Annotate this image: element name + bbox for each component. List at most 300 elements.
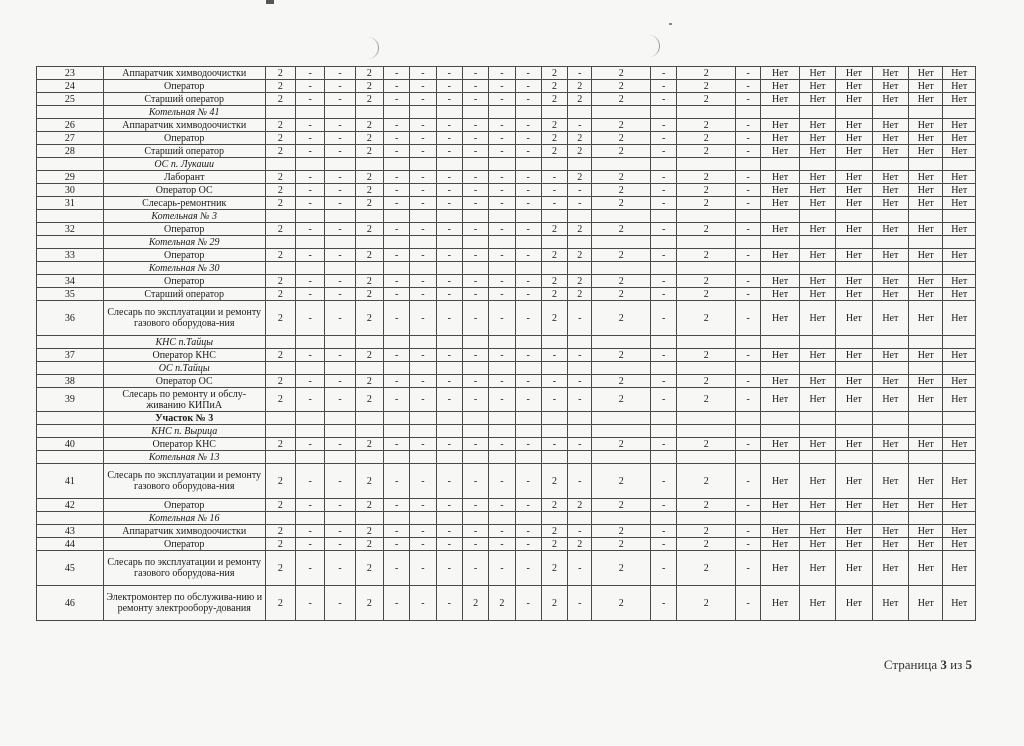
table-cell: Нет: [761, 301, 799, 336]
table-cell: [568, 106, 592, 119]
table-cell: -: [462, 525, 488, 538]
table-cell: -: [462, 249, 488, 262]
table-body: [37, 67, 976, 621]
table-row: [37, 349, 976, 362]
table-row: [37, 275, 976, 288]
row-number: [37, 210, 104, 223]
occupation-name: Оператор: [103, 80, 265, 93]
table-cell: -: [515, 349, 541, 362]
table-cell: -: [436, 132, 462, 145]
table-cell: [515, 236, 541, 249]
table-cell: [836, 412, 872, 425]
table-cell: -: [325, 119, 355, 132]
table-cell: 2: [265, 499, 295, 512]
table-cell: -: [410, 586, 436, 621]
table-cell: -: [568, 586, 592, 621]
table-cell: Нет: [943, 184, 976, 197]
table-cell: Нет: [909, 132, 943, 145]
table-cell: Нет: [836, 223, 872, 236]
table-cell: [515, 512, 541, 525]
table-cell: [836, 512, 872, 525]
table-cell: 2: [541, 288, 567, 301]
table-cell: [909, 210, 943, 223]
table-cell: Нет: [799, 388, 835, 412]
table-cell: Нет: [799, 301, 835, 336]
table-cell: 2: [677, 525, 736, 538]
table-cell: -: [462, 197, 488, 210]
table-cell: -: [515, 551, 541, 586]
page-footer: [884, 657, 972, 673]
table-cell: [836, 106, 872, 119]
table-cell: -: [736, 132, 761, 145]
table-cell: Нет: [836, 301, 872, 336]
table-cell: -: [541, 349, 567, 362]
table-cell: [410, 336, 436, 349]
table-cell: -: [296, 375, 325, 388]
table-cell: -: [462, 67, 488, 80]
row-number: 25: [37, 93, 104, 106]
table-cell: [568, 451, 592, 464]
table-cell: 2: [355, 499, 383, 512]
table-cell: [325, 262, 355, 275]
row-number: 38: [37, 375, 104, 388]
row-number: [37, 512, 104, 525]
table-cell: [410, 412, 436, 425]
table-cell: -: [436, 184, 462, 197]
table-cell: [384, 451, 410, 464]
table-cell: Нет: [761, 67, 799, 80]
table-cell: -: [651, 438, 677, 451]
table-cell: [872, 362, 908, 375]
table-cell: [265, 336, 295, 349]
row-number: 27: [37, 132, 104, 145]
table-cell: Нет: [836, 388, 872, 412]
table-cell: -: [515, 145, 541, 158]
table-cell: -: [489, 388, 515, 412]
table-cell: -: [384, 67, 410, 80]
table-cell: -: [410, 275, 436, 288]
table-cell: -: [436, 301, 462, 336]
table-cell: -: [462, 119, 488, 132]
table-cell: -: [384, 464, 410, 499]
table-cell: [296, 210, 325, 223]
occupation-name: Оператор: [103, 275, 265, 288]
table-cell: -: [384, 223, 410, 236]
table-cell: 2: [355, 223, 383, 236]
table-cell: -: [296, 499, 325, 512]
table-cell: -: [410, 184, 436, 197]
table-cell: Нет: [799, 171, 835, 184]
table-cell: [799, 412, 835, 425]
table-cell: Нет: [943, 438, 976, 451]
table-cell: -: [462, 145, 488, 158]
table-cell: [436, 451, 462, 464]
table-cell: [799, 158, 835, 171]
table-cell: 2: [677, 538, 736, 551]
table-cell: 2: [265, 184, 295, 197]
table-cell: -: [384, 184, 410, 197]
table-cell: Нет: [943, 349, 976, 362]
table-cell: -: [489, 145, 515, 158]
table-row: [37, 499, 976, 512]
table-cell: -: [296, 249, 325, 262]
table-cell: [651, 451, 677, 464]
table-cell: Нет: [761, 375, 799, 388]
table-cell: -: [296, 184, 325, 197]
table-cell: [265, 158, 295, 171]
occupation-name: Оператор: [103, 499, 265, 512]
table-cell: Нет: [799, 145, 835, 158]
table-cell: [872, 158, 908, 171]
table-cell: [515, 262, 541, 275]
table-cell: -: [736, 525, 761, 538]
row-number: [37, 262, 104, 275]
table-cell: [384, 425, 410, 438]
table-cell: 2: [265, 197, 295, 210]
table-cell: Нет: [799, 197, 835, 210]
section-header-row: [37, 106, 976, 119]
table-row: [37, 288, 976, 301]
table-cell: -: [489, 499, 515, 512]
table-cell: Нет: [799, 249, 835, 262]
table-cell: 2: [592, 275, 651, 288]
table-cell: 2: [677, 132, 736, 145]
table-cell: [325, 362, 355, 375]
row-number: [37, 451, 104, 464]
table-cell: 2: [541, 551, 567, 586]
table-cell: Нет: [943, 551, 976, 586]
table-cell: -: [736, 80, 761, 93]
table-cell: 2: [677, 586, 736, 621]
table-cell: 2: [592, 349, 651, 362]
table-cell: 2: [677, 197, 736, 210]
row-number: 44: [37, 538, 104, 551]
table-cell: -: [462, 288, 488, 301]
table-cell: 2: [489, 586, 515, 621]
section-name: Участок № 3: [103, 412, 265, 425]
table-cell: 2: [355, 67, 383, 80]
table-cell: -: [736, 499, 761, 512]
table-cell: Нет: [909, 223, 943, 236]
table-cell: Нет: [836, 249, 872, 262]
table-cell: [325, 210, 355, 223]
table-cell: -: [489, 132, 515, 145]
table-cell: [568, 362, 592, 375]
table-cell: -: [384, 288, 410, 301]
table-cell: 2: [265, 67, 295, 80]
table-cell: -: [384, 93, 410, 106]
table-row: [37, 80, 976, 93]
table-cell: [736, 412, 761, 425]
table-cell: Нет: [799, 538, 835, 551]
table-cell: Нет: [872, 301, 908, 336]
table-cell: Нет: [799, 349, 835, 362]
table-cell: 2: [677, 80, 736, 93]
table-cell: 2: [265, 93, 295, 106]
table-cell: -: [651, 586, 677, 621]
table-cell: [541, 158, 567, 171]
table-row: [37, 93, 976, 106]
table-row: [37, 301, 976, 336]
table-cell: [872, 425, 908, 438]
table-cell: [909, 362, 943, 375]
table-cell: 2: [568, 223, 592, 236]
table-cell: [489, 512, 515, 525]
table-cell: [265, 512, 295, 525]
table-cell: -: [651, 67, 677, 80]
table-cell: Нет: [872, 586, 908, 621]
table-cell: -: [568, 184, 592, 197]
table-cell: [909, 412, 943, 425]
table-cell: [677, 451, 736, 464]
section-name: ОС п.Тайцы: [103, 362, 265, 375]
row-number: 33: [37, 249, 104, 262]
table-cell: Нет: [799, 586, 835, 621]
table-cell: [872, 512, 908, 525]
table-cell: Нет: [761, 538, 799, 551]
table-cell: -: [651, 119, 677, 132]
section-header-row: [37, 210, 976, 223]
table-cell: [836, 210, 872, 223]
table-cell: [410, 106, 436, 119]
table-cell: -: [462, 93, 488, 106]
table-cell: Нет: [836, 375, 872, 388]
table-cell: 2: [592, 171, 651, 184]
section-name: КНС п. Вырица: [103, 425, 265, 438]
table-cell: -: [410, 119, 436, 132]
table-cell: [384, 106, 410, 119]
table-cell: -: [489, 375, 515, 388]
table-cell: -: [489, 67, 515, 80]
table-cell: -: [736, 119, 761, 132]
table-cell: Нет: [761, 145, 799, 158]
table-cell: -: [296, 288, 325, 301]
table-cell: -: [325, 80, 355, 93]
occupation-name: Старший оператор: [103, 288, 265, 301]
table-cell: Нет: [872, 184, 908, 197]
table-cell: Нет: [799, 375, 835, 388]
table-cell: 2: [677, 349, 736, 362]
scan-speck: [669, 23, 672, 25]
table-cell: -: [515, 119, 541, 132]
table-cell: [384, 158, 410, 171]
table-cell: Нет: [799, 288, 835, 301]
table-cell: -: [384, 525, 410, 538]
table-cell: [736, 236, 761, 249]
table-cell: -: [436, 93, 462, 106]
table-cell: -: [410, 249, 436, 262]
table-cell: [265, 451, 295, 464]
table-cell: Нет: [799, 551, 835, 586]
table-cell: [761, 362, 799, 375]
table-cell: Нет: [761, 93, 799, 106]
table-cell: [296, 412, 325, 425]
table-cell: -: [410, 525, 436, 538]
table-cell: -: [325, 525, 355, 538]
table-cell: -: [515, 249, 541, 262]
footer-page-number: 3: [940, 657, 947, 672]
table-cell: 2: [355, 145, 383, 158]
table-cell: -: [384, 132, 410, 145]
table-cell: -: [436, 288, 462, 301]
table-cell: [462, 362, 488, 375]
table-cell: Нет: [836, 93, 872, 106]
table-cell: 2: [677, 67, 736, 80]
table-cell: Нет: [943, 80, 976, 93]
row-number: 46: [37, 586, 104, 621]
table-cell: -: [651, 275, 677, 288]
table-cell: -: [410, 145, 436, 158]
table-cell: Нет: [872, 551, 908, 586]
table-cell: Нет: [836, 80, 872, 93]
table-cell: [325, 425, 355, 438]
table-cell: Нет: [872, 197, 908, 210]
table-cell: -: [736, 388, 761, 412]
table-cell: 2: [265, 275, 295, 288]
table-cell: -: [736, 349, 761, 362]
table-cell: 2: [677, 93, 736, 106]
table-cell: [384, 236, 410, 249]
table-cell: [909, 512, 943, 525]
table-cell: Нет: [872, 249, 908, 262]
table-cell: [489, 106, 515, 119]
table-cell: [909, 158, 943, 171]
table-cell: 2: [592, 119, 651, 132]
table-cell: -: [489, 249, 515, 262]
table-cell: -: [515, 499, 541, 512]
table-cell: Нет: [943, 464, 976, 499]
table-cell: [296, 512, 325, 525]
table-cell: -: [384, 275, 410, 288]
table-cell: [515, 210, 541, 223]
table-cell: Нет: [909, 119, 943, 132]
table-cell: [592, 236, 651, 249]
table-cell: [677, 158, 736, 171]
table-cell: [736, 362, 761, 375]
table-cell: Нет: [909, 388, 943, 412]
table-cell: -: [489, 525, 515, 538]
table-cell: 2: [265, 464, 295, 499]
row-number: [37, 425, 104, 438]
table-cell: -: [568, 551, 592, 586]
table-cell: -: [515, 223, 541, 236]
table-cell: -: [568, 525, 592, 538]
table-cell: 2: [592, 223, 651, 236]
table-cell: 2: [568, 249, 592, 262]
table-cell: Нет: [909, 499, 943, 512]
table-cell: -: [736, 438, 761, 451]
table-cell: 2: [677, 388, 736, 412]
table-cell: Нет: [943, 525, 976, 538]
table-cell: [799, 512, 835, 525]
table-cell: 2: [592, 464, 651, 499]
table-cell: 2: [355, 288, 383, 301]
table-cell: -: [489, 551, 515, 586]
table-cell: 2: [677, 223, 736, 236]
table-cell: [325, 236, 355, 249]
table-cell: [384, 336, 410, 349]
table-cell: [541, 362, 567, 375]
table-cell: [541, 451, 567, 464]
table-cell: [515, 106, 541, 119]
table-cell: [515, 158, 541, 171]
table-cell: -: [325, 197, 355, 210]
table-cell: 2: [541, 119, 567, 132]
table-cell: -: [436, 119, 462, 132]
table-cell: -: [325, 67, 355, 80]
table-cell: -: [489, 93, 515, 106]
table-cell: -: [436, 375, 462, 388]
table-cell: -: [410, 197, 436, 210]
table-cell: [296, 158, 325, 171]
table-cell: Нет: [909, 145, 943, 158]
table-cell: -: [736, 223, 761, 236]
table-cell: [799, 362, 835, 375]
table-cell: [943, 451, 976, 464]
table-cell: -: [515, 184, 541, 197]
table-cell: -: [568, 464, 592, 499]
table-cell: 2: [541, 525, 567, 538]
table-cell: [462, 412, 488, 425]
table-cell: [651, 412, 677, 425]
occupation-name: Старший оператор: [103, 145, 265, 158]
table-cell: Нет: [761, 249, 799, 262]
table-cell: [489, 425, 515, 438]
table-cell: [943, 362, 976, 375]
section-header-row: [37, 336, 976, 349]
table-cell: Нет: [761, 197, 799, 210]
table-cell: [515, 425, 541, 438]
table-cell: -: [384, 551, 410, 586]
table-cell: [651, 158, 677, 171]
table-cell: 2: [677, 438, 736, 451]
table-cell: [568, 512, 592, 525]
table-cell: [541, 412, 567, 425]
table-cell: -: [651, 464, 677, 499]
table-cell: [462, 210, 488, 223]
table-cell: -: [384, 145, 410, 158]
table-cell: -: [325, 288, 355, 301]
table-cell: Нет: [909, 93, 943, 106]
table-cell: -: [410, 538, 436, 551]
table-cell: 2: [265, 119, 295, 132]
table-cell: Нет: [943, 586, 976, 621]
table-cell: 2: [355, 375, 383, 388]
table-cell: Нет: [872, 275, 908, 288]
table-cell: [836, 336, 872, 349]
table-cell: -: [436, 80, 462, 93]
table-cell: [909, 236, 943, 249]
table-cell: [265, 262, 295, 275]
row-number: 42: [37, 499, 104, 512]
table-cell: Нет: [943, 538, 976, 551]
table-cell: Нет: [943, 197, 976, 210]
table-cell: 2: [568, 132, 592, 145]
table-cell: [592, 451, 651, 464]
table-cell: 2: [677, 249, 736, 262]
table-cell: -: [296, 119, 325, 132]
table-cell: 2: [592, 93, 651, 106]
table-cell: Нет: [836, 171, 872, 184]
table-cell: 2: [265, 349, 295, 362]
table-cell: 2: [265, 301, 295, 336]
table-cell: 2: [265, 438, 295, 451]
table-row: [37, 388, 976, 412]
table-cell: [265, 362, 295, 375]
table-cell: -: [325, 375, 355, 388]
table-cell: Нет: [872, 375, 908, 388]
table-cell: [462, 425, 488, 438]
